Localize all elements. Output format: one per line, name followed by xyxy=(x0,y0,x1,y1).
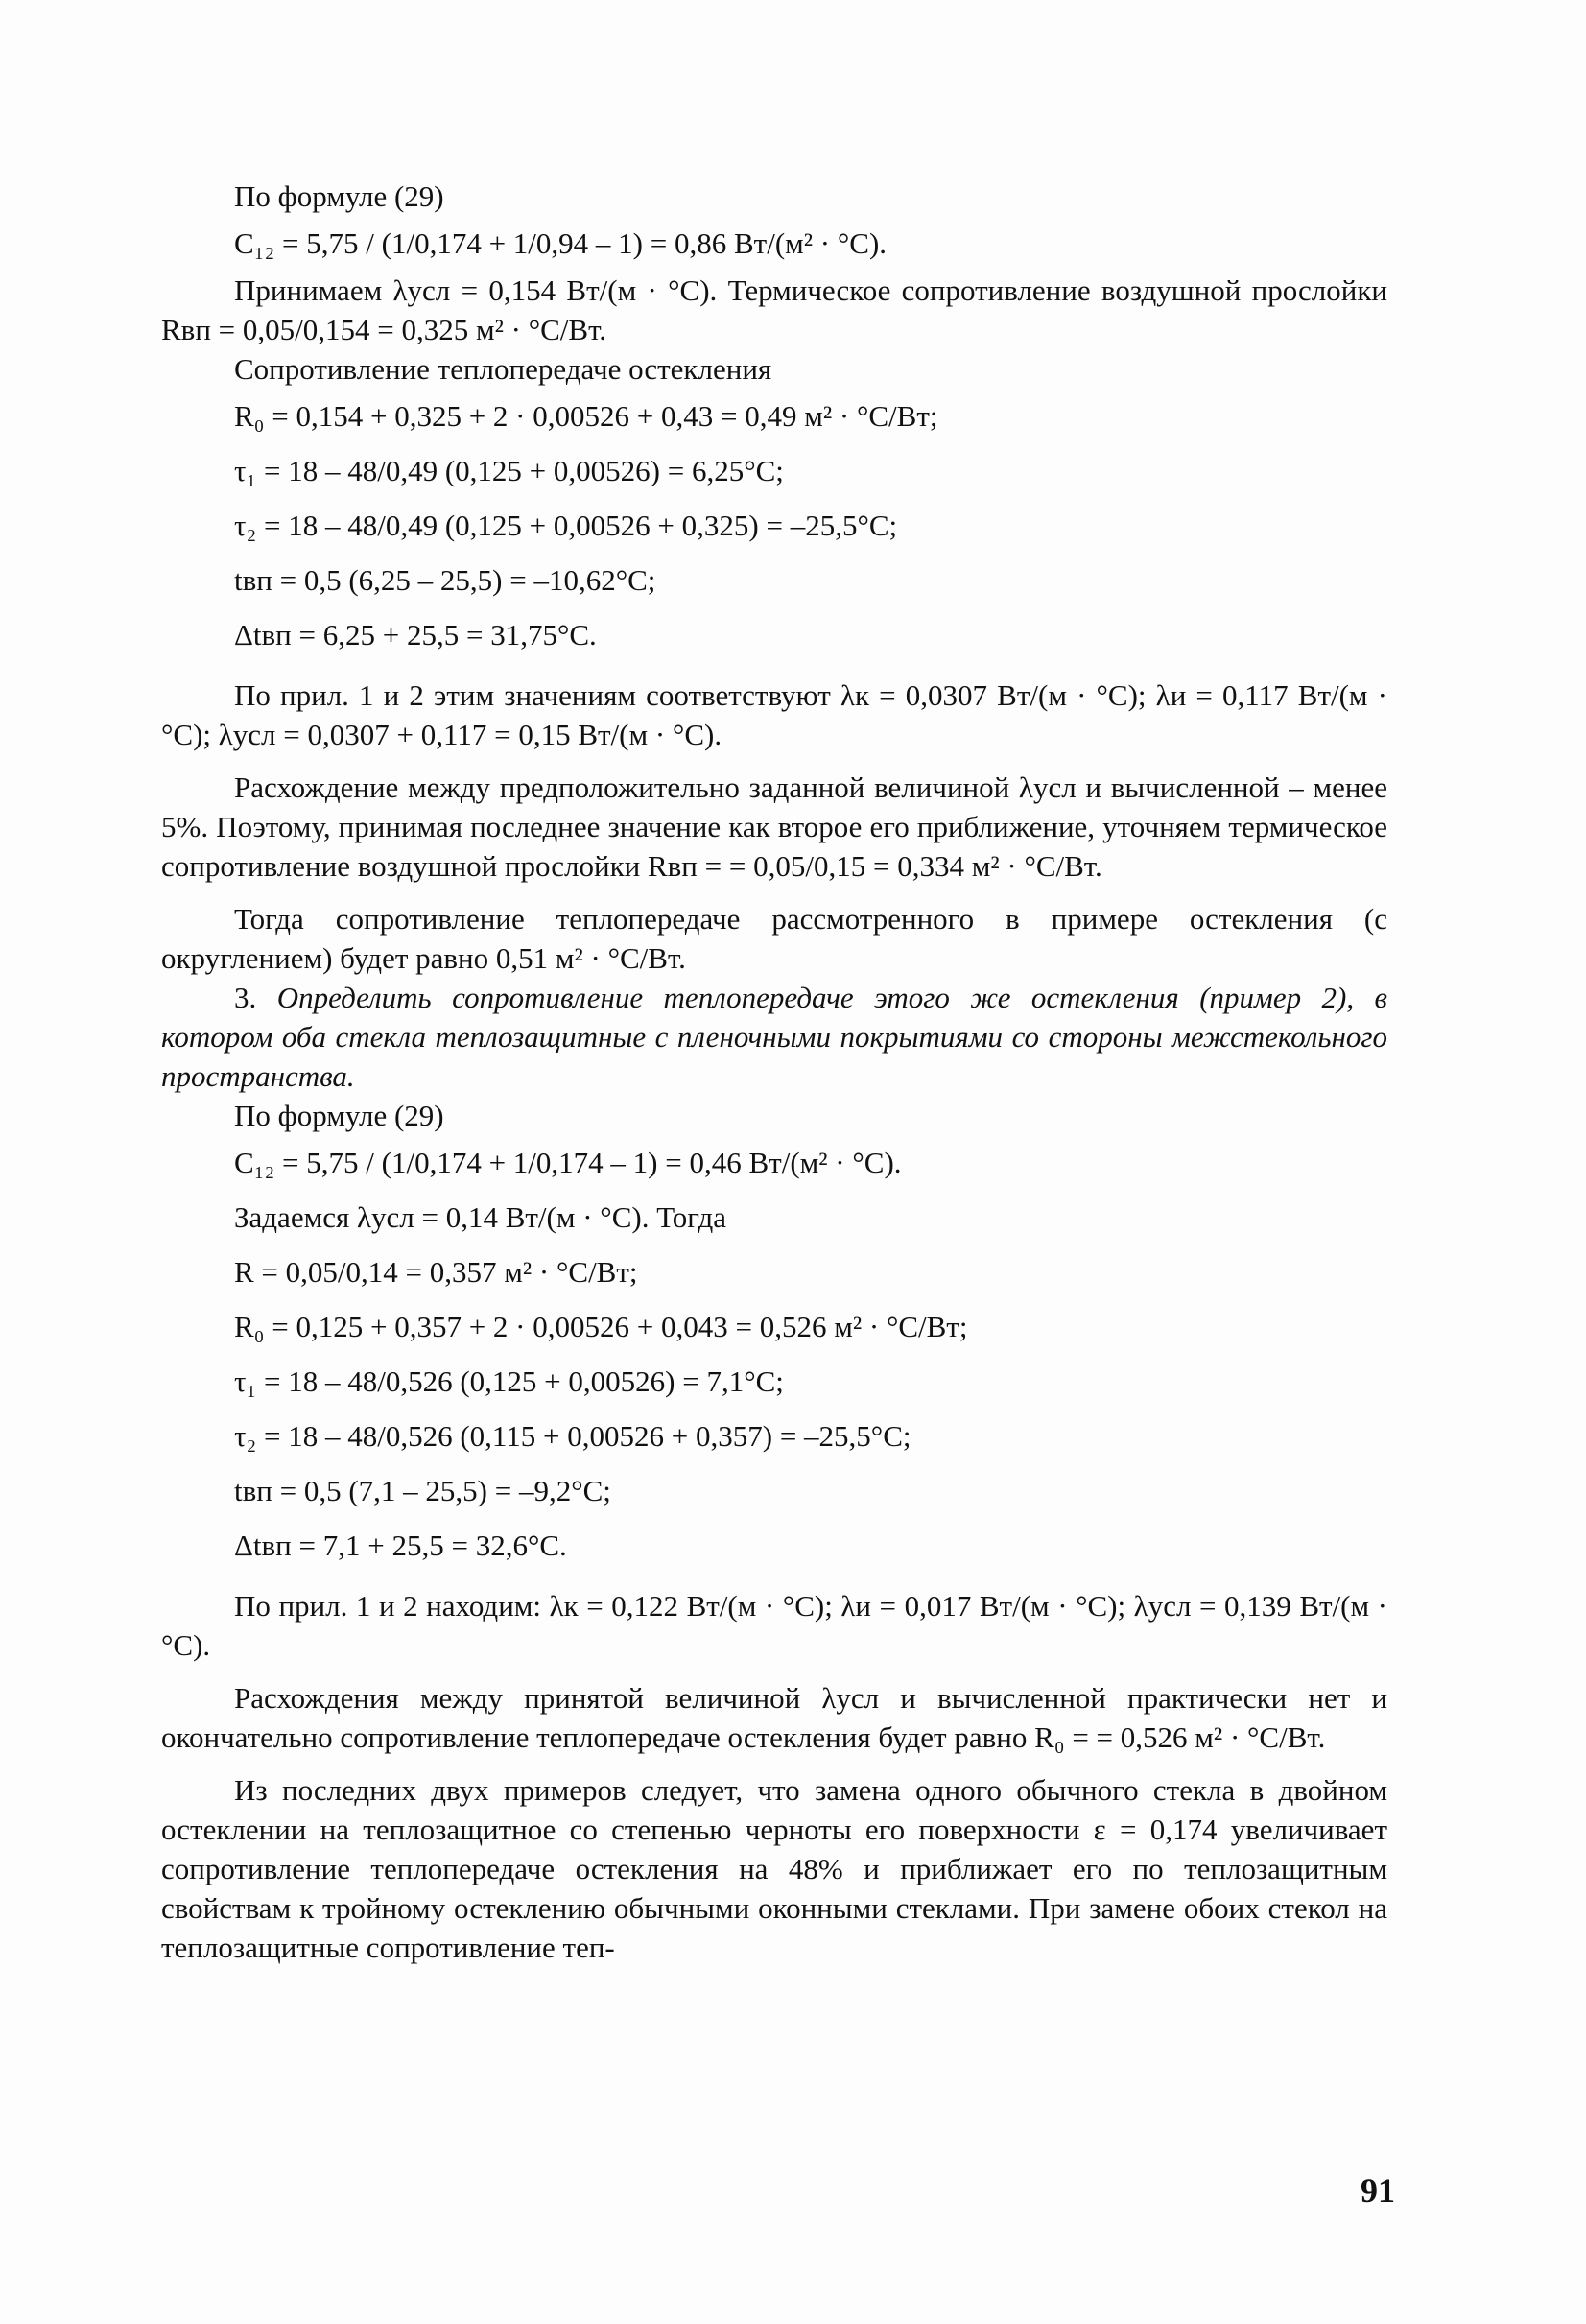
page-body xyxy=(161,177,1387,1967)
formula-r-2: R = 0,05/0,14 = 0,357 м² · °С/Вт; xyxy=(234,1255,638,1289)
paragraph-formula-ref-2: По формуле (29) xyxy=(234,1099,444,1132)
formula-c12-1: C₁₂ = 5,75 / (1/0,174 + 1/0,94 – 1) = 0,86 Вт/(м² · °С). xyxy=(234,226,888,260)
example-number: 3. xyxy=(234,981,257,1014)
formula-tau1-2: τ₁ = 18 – 48/0,526 (0,125 + 0,00526) = 7,1°С; xyxy=(234,1364,784,1398)
formula-c12-2: C₁₂ = 5,75 / (1/0,174 + 1/0,174 – 1) = 0,46 Вт/(м² · °С). xyxy=(234,1146,902,1179)
paragraph-accept-lambda: Принимаем λусл = 0,154 Вт/(м · °С). Термическое сопротивление воздушной прослойки Rвп = 0,05/0,154 = 0,325 м² · °С/Вт. xyxy=(161,273,1387,346)
paragraph-appendix-values-1: По прил. 1 и 2 этим значениям соответствуют λк = 0,0307 Вт/(м · °С); λи = 0,117 Вт/(м · °С); λусл = 0,0307 + 0,117 = 0,15 Вт/(м · °С). xyxy=(161,678,1387,751)
formula-assume-lambda: Задаемся λусл = 0,14 Вт/(м · °С). Тогда xyxy=(234,1200,727,1234)
paragraph-discrepancy-2: Расхождения между принятой величиной λусл и вычисленной практически нет и окончательно сопротивление теплопередаче остекления будет равно R₀ = = 0,526 м² · °С/Вт. xyxy=(161,1681,1387,1754)
page-number: 91 xyxy=(1361,2171,1395,2210)
paragraph-formula-ref-1: По формуле (29) xyxy=(234,179,444,213)
paragraph-discrepancy-1: Расхождение между предположительно заданной величиной λусл и вычисленной – менее 5%. Поэтому, принимая последнее значение как второе его приближение, уточняем термическое сопротивление воздушной прослойки Rвп = = 0,05/0,15 = 0,334 м² · °С/Вт. xyxy=(161,771,1387,883)
example-3-statement: Определить сопротивление теплопередаче этого же остекления (пример 2), в котором оба стекла теплозащитные с пленочными покрытиями со стороны межстекольного пространства. xyxy=(161,981,1388,1093)
formula-dtvp-1: Δtвп = 6,25 + 25,5 = 31,75°С. xyxy=(234,618,597,652)
paragraph-appendix-values-2: По прил. 1 и 2 находим: λк = 0,122 Вт/(м · °С); λи = 0,017 Вт/(м · °С); λусл = 0,139 Вт/(м · °С). xyxy=(161,1589,1387,1662)
formula-tau1-1: τ₁ = 18 – 48/0,49 (0,125 + 0,00526) = 6,25°С; xyxy=(234,454,784,487)
paragraph-conclusion: Из последних двух примеров следует, что замена одного обычного стекла в двойном остеклении на теплозащитное со степенью черноты его поверхности ε = 0,174 увеличивает сопротивление теплопередаче остекления на 48% и приближает его по теплозащитным свойствам к тройному остеклению обычными оконными стеклами. При замене обоих стекол на теплозащитные сопротивление теп- xyxy=(161,1773,1387,1964)
paragraph-example-3 xyxy=(161,978,1387,1096)
formula-tvp-1: tвп = 0,5 (6,25 – 25,5) = –10,62°С; xyxy=(234,563,656,597)
paragraph-resistance-intro: Сопротивление теплопередаче остекления xyxy=(234,352,772,386)
formula-r0-1: R₀ = 0,154 + 0,325 + 2 · 0,00526 + 0,43 = 0,49 м² · °С/Вт; xyxy=(234,399,938,433)
formula-tvp-2: tвп = 0,5 (7,1 – 25,5) = –9,2°С; xyxy=(234,1474,611,1507)
formula-r0-2: R₀ = 0,125 + 0,357 + 2 · 0,00526 + 0,043 = 0,526 м² · °С/Вт; xyxy=(234,1310,968,1343)
formula-dtvp-2: Δtвп = 7,1 + 25,5 = 32,6°С. xyxy=(234,1529,567,1562)
formula-tau2-2: τ₂ = 18 – 48/0,526 (0,115 + 0,00526 + 0,357) = –25,5°С; xyxy=(234,1419,911,1453)
paragraph-result-1: Тогда сопротивление теплопередаче рассмотренного в примере остекления (с округлением) будет равно 0,51 м² · °С/Вт. xyxy=(161,902,1387,975)
formula-tau2-1: τ₂ = 18 – 48/0,49 (0,125 + 0,00526 + 0,325) = –25,5°С; xyxy=(234,509,898,542)
